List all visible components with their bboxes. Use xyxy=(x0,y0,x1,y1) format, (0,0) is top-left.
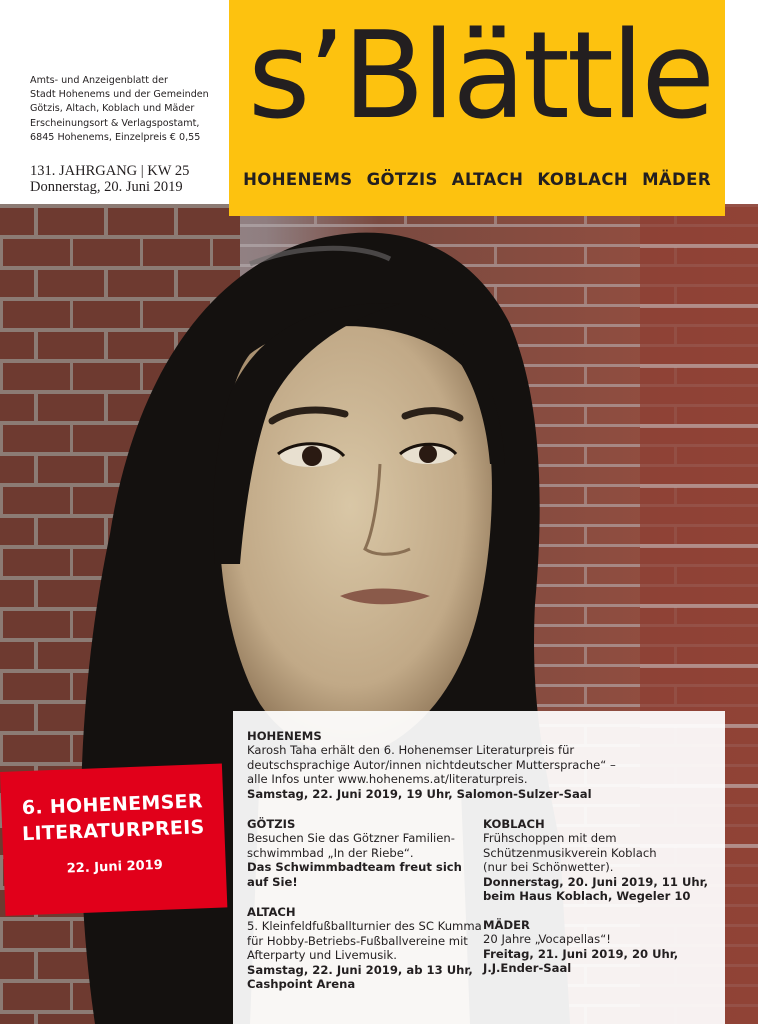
publisher-line: 6845 Hohenems, Einzelpreis € 0,55 xyxy=(30,131,201,143)
event-panel xyxy=(233,711,725,1024)
badge-title xyxy=(1,787,225,847)
event-time: Donnerstag, 20. Juni 2019, 11 Uhr, beim Haus Koblach, Wegeler 10 xyxy=(483,874,709,904)
publisher-line: Götzis, Altach, Koblach und Mäder xyxy=(30,103,195,115)
publisher-line: Stadt Hohenems und der Gemeinden xyxy=(30,89,209,101)
event-time: Samstag, 22. Juni 2019, 19 Uhr, Salomon-Sulzer-Saal xyxy=(247,786,592,801)
badge-date: 22. Juni 2019 xyxy=(66,857,164,877)
event-text: Karosh Taha erhält den 6. Hohenemser Literaturpreis für deutschsprachige Autor/innen nichtdeutscher Muttersprache“ – alle Infos unter www.hohenems.at/literaturpreis. xyxy=(247,743,616,787)
issue-date: Donnerstag, 20. Juni 2019 xyxy=(30,179,183,195)
town-list xyxy=(229,170,725,189)
event-time: Das Schwimmbadteam freut sich auf Sie! xyxy=(247,860,462,889)
event-heading: GÖTZIS xyxy=(247,817,296,831)
issue-info xyxy=(30,163,230,195)
event-maeder xyxy=(483,918,723,976)
town-altach: ALTACH xyxy=(451,170,524,189)
town-koblach: KOBLACH xyxy=(537,170,629,189)
event-text: Frühschoppen mit dem Schützenmusikverein Koblach (nur bei Schönwetter). xyxy=(483,831,657,875)
badge-title-line: LITERATURPREIS xyxy=(21,816,205,846)
event-text: 20 Jahre „Vocapellas“! xyxy=(483,932,611,947)
logo: s’Blättle xyxy=(247,7,713,146)
town-maeder: MÄDER xyxy=(642,170,711,189)
publisher-info xyxy=(30,74,230,145)
event-hohenems xyxy=(247,729,717,801)
event-goetzis xyxy=(247,817,477,889)
masthead xyxy=(229,0,725,216)
event-heading: KOBLACH xyxy=(483,817,545,831)
literaturpreis-badge xyxy=(0,763,227,915)
issue-volume: 131. JAHRGANG | KW 25 xyxy=(30,163,190,179)
event-heading: ALTACH xyxy=(247,905,296,919)
event-heading: HOHENEMS xyxy=(247,729,322,743)
event-text: Besuchen Sie das Götzner Familien- schwimmbad „In der Riebe“. xyxy=(247,831,455,860)
event-text: 5. Kleinfeldfußballturnier des SC Kumma für Hobby-Betriebs-Fußballvereine mit Afterparty und Livemusik. xyxy=(247,919,482,963)
badge-title-line: 6. HOHENEMSER xyxy=(21,790,204,820)
event-altach xyxy=(247,905,483,991)
event-koblach xyxy=(483,817,723,903)
event-time: Freitag, 21. Juni 2019, 20 Uhr, J.J.Ender-Saal xyxy=(483,946,679,976)
event-heading: MÄDER xyxy=(483,918,530,932)
publisher-line: Amts- und Anzeigenblatt der xyxy=(30,75,168,86)
publisher-line: Erscheinungsort & Verlagspostamt, xyxy=(30,117,200,129)
event-time: Samstag, 22. Juni 2019, ab 13 Uhr, Cashpoint Arena xyxy=(247,962,473,992)
town-goetzis: GÖTZIS xyxy=(366,170,438,189)
town-hohenems: HOHENEMS xyxy=(243,170,353,189)
